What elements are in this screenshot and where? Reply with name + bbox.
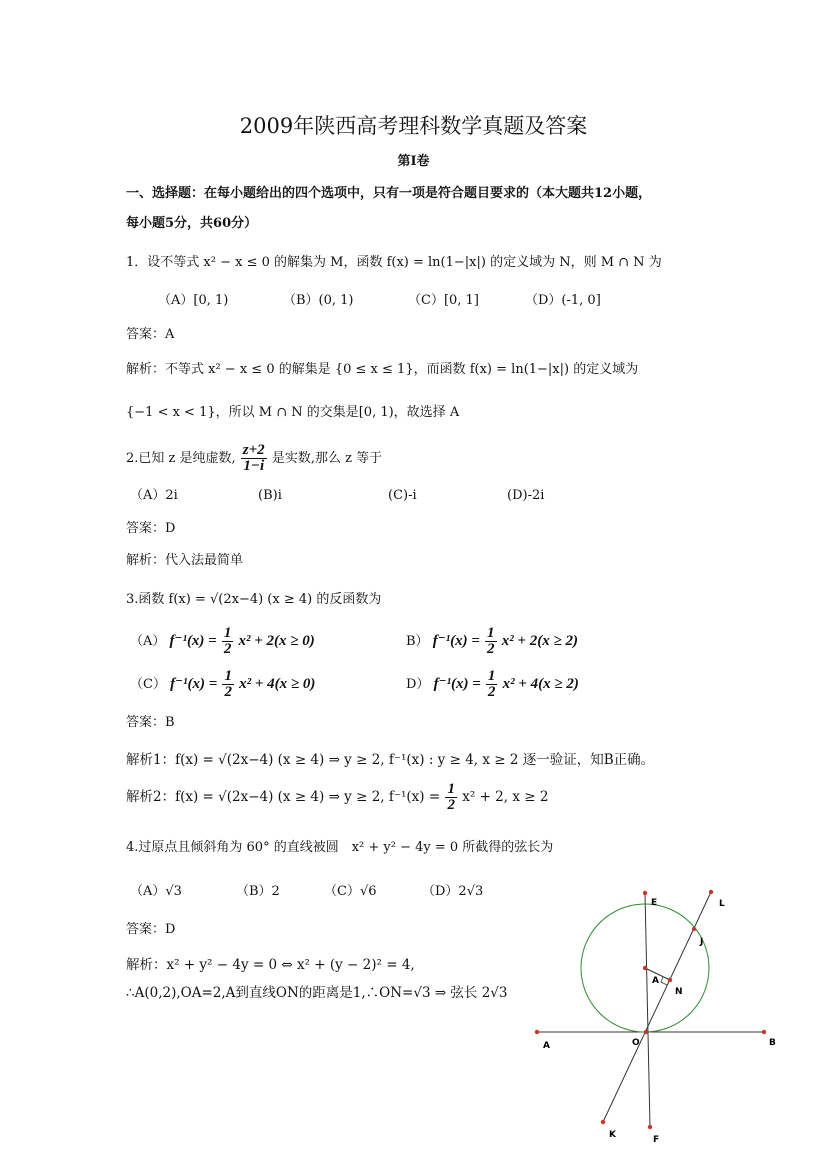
q2-analysis: 解析：代入法最简单 xyxy=(126,553,244,568)
q3-option-b-half xyxy=(485,626,497,657)
point-o xyxy=(644,1030,648,1034)
label-a-center: A xyxy=(652,976,659,986)
point-l xyxy=(709,890,713,894)
point-f xyxy=(648,1125,652,1129)
q4-option-d: （D）2√3 xyxy=(422,884,484,899)
half-numerator: 1 xyxy=(487,668,496,684)
q1-option-d: （D）(-1, 0] xyxy=(525,293,601,308)
half-numerator: 1 xyxy=(223,625,232,641)
q3-analysis2-pre: 解析2：f(x) = √(2x−4) (x ≥ 4) ⇒ y ≥ 2, f⁻¹(x) = xyxy=(126,789,441,805)
q3-option-c-rhs: x² + 4(x ≥ 0) xyxy=(239,676,316,692)
point-j xyxy=(692,927,696,931)
q3-option-d-lhs: f⁻¹(x) = xyxy=(433,676,481,692)
point-n xyxy=(668,978,672,982)
q4-option-b: （B）2 xyxy=(236,884,280,899)
q3-option-b-lhs: f⁻¹(x) = xyxy=(432,633,480,649)
q3-option-c-label: （C） xyxy=(130,677,166,692)
half-numerator: 1 xyxy=(224,668,232,684)
q1-question: 1．设不等式 x² − x ≤ 0 的解集为 M，函数 f(x) = ln(1−|x|) 的定义域为 N，则 M ∩ N 为 xyxy=(126,255,662,270)
page-subtitle: 第Ⅰ卷 xyxy=(397,154,430,169)
q3-option-b-label: B） xyxy=(406,634,429,649)
half-numerator: 1 xyxy=(447,781,455,797)
q1-option-a: （A）[0, 1) xyxy=(158,293,229,308)
label-a-left: A xyxy=(543,1041,550,1051)
q3-option-d-half xyxy=(486,669,498,700)
half-denominator: 2 xyxy=(223,641,232,657)
point-a-center xyxy=(643,966,647,970)
half-numerator: 1 xyxy=(487,625,495,641)
q3-question: 3.函数 f(x) = √(2x−4) (x ≥ 4) 的反函数为 xyxy=(126,592,382,607)
q4-analysis-line1: 解析：x² + y² − 4y = 0 ⇔ x² + (y − 2)² = 4, xyxy=(126,957,415,973)
half-denominator: 2 xyxy=(224,684,232,700)
q3-analysis-line2 xyxy=(126,778,548,816)
q3-analysis2-post: x² + 2, x ≥ 2 xyxy=(462,789,549,805)
q3-option-b xyxy=(406,624,578,659)
point-k xyxy=(601,1120,605,1124)
q3-option-a-half xyxy=(222,626,234,657)
q4-answer: 答案：D xyxy=(126,922,176,937)
q1-answer: 答案：A xyxy=(126,327,175,342)
label-k: K xyxy=(609,1130,616,1140)
label-e: E xyxy=(651,898,658,908)
q2-question-pre: 2.已知 z 是纯虚数, xyxy=(126,451,236,466)
q3-option-a-rhs: x² + 2(x ≥ 0) xyxy=(238,633,315,649)
q2-fraction-denominator: 1−i xyxy=(243,458,265,474)
label-l: L xyxy=(719,899,725,909)
q3-option-d-rhs: x² + 4(x ≥ 2) xyxy=(502,676,579,692)
q4-analysis-line2: ∴A(0,2),OA=2,A到直线ON的距离是1,∴ON=√3 ⇒ 弦长 2√3 xyxy=(126,985,508,1001)
q4-option-a: （A）√3 xyxy=(130,884,182,899)
q2-fraction-numerator: z+2 xyxy=(242,442,265,458)
geometry-diagram xyxy=(520,880,790,1150)
q3-option-c-half xyxy=(222,669,234,700)
half-denominator: 2 xyxy=(487,684,496,700)
q3-analysis2-half xyxy=(445,782,457,813)
axis-line-ef xyxy=(645,893,650,1127)
label-j: J xyxy=(700,937,704,947)
q1-analysis-line2: {−1 < x < 1}，所以 M ∩ N 的交集是[0, 1)，故选择 A xyxy=(126,405,460,420)
q3-option-d-label: D） xyxy=(406,677,430,692)
point-b xyxy=(762,1030,766,1034)
q3-option-c xyxy=(130,667,315,702)
label-b: B xyxy=(769,1038,776,1048)
section-header-line1: 一、选择题：在每小题给出的四个选项中，只有一项是符合题目要求的（本大题共12小题， xyxy=(126,186,652,201)
q3-option-b-rhs: x² + 2(x ≥ 2) xyxy=(501,633,578,649)
half-denominator: 2 xyxy=(447,797,455,813)
label-o: O xyxy=(632,1038,640,1048)
q2-question-post: 是实数,那么 z 等于 xyxy=(271,451,383,466)
q3-option-a xyxy=(130,624,315,659)
q4-option-c: （C）√6 xyxy=(324,884,377,899)
q1-option-c: （C）[0, 1] xyxy=(408,293,479,308)
page-title: 2009年陕西高考理科数学真题及答案 xyxy=(239,114,588,138)
q3-analysis-line1: 解析1：f(x) = √(2x−4) (x ≥ 4) ⇒ y ≥ 2, f⁻¹(x) : y ≥ 4, x ≥ 2 逐一验证，知B正确。 xyxy=(126,752,655,768)
q3-option-d xyxy=(406,667,579,702)
q2-option-d: (D)-2i xyxy=(507,488,545,503)
line-kl xyxy=(603,892,711,1122)
q2-question xyxy=(126,440,382,478)
q2-option-c: (C)-i xyxy=(388,488,417,503)
section-header-line2: 每小题5分，共60分） xyxy=(126,216,258,231)
q3-answer: 答案：B xyxy=(126,715,175,730)
label-n: N xyxy=(675,987,683,997)
point-e xyxy=(643,891,647,895)
half-denominator: 2 xyxy=(487,641,495,657)
q2-option-a: （A）2i xyxy=(130,488,178,503)
q4-question: 4.过原点且倾斜角为 60° 的直线被圆 x² + y² − 4y = 0 所截得的弦长为 xyxy=(126,840,554,855)
q2-fraction xyxy=(241,443,267,474)
q2-answer: 答案：D xyxy=(126,521,176,536)
label-f: F xyxy=(653,1135,660,1145)
q3-option-a-label: （A） xyxy=(130,634,166,649)
q3-option-a-lhs: f⁻¹(x) = xyxy=(169,633,217,649)
q1-analysis-line1: 解析：不等式 x² − x ≤ 0 的解集是 {0 ≤ x ≤ 1}，而函数 f(x) = ln(1−|x|) 的定义域为 xyxy=(126,362,639,377)
q3-option-c-lhs: f⁻¹(x) = xyxy=(170,676,218,692)
q1-option-b: （B）(0, 1) xyxy=(283,293,354,308)
point-a-left xyxy=(535,1030,539,1034)
q2-option-b: (B)i xyxy=(258,488,282,503)
